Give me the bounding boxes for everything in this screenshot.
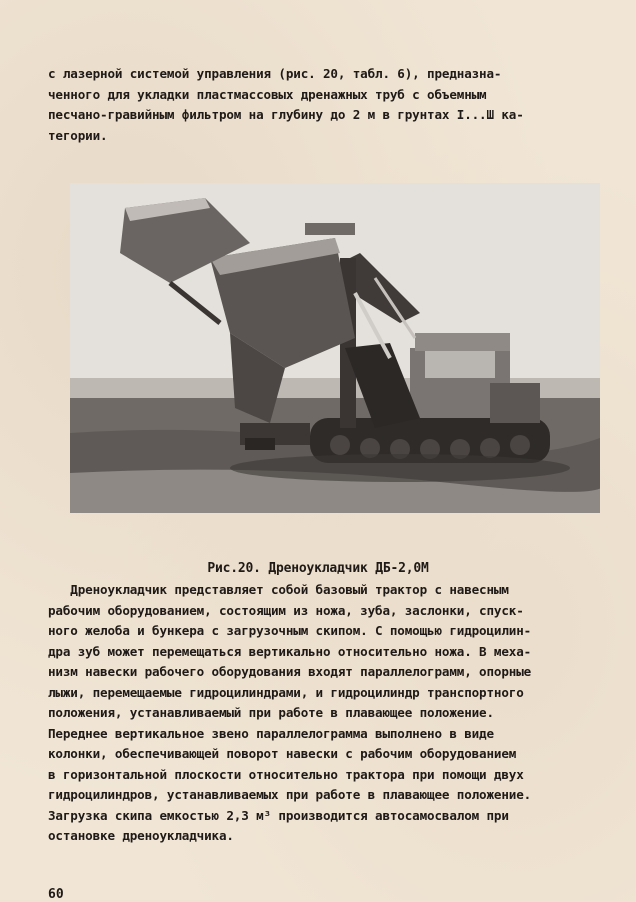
drain-layer-photo: [70, 183, 600, 513]
text-line: лыжи, перемещаемые гидроцилиндрами, и гидроцилиндр транспортного: [48, 684, 524, 700]
text-line: тегории.: [48, 127, 108, 143]
text-line: с лазерной системой управления (рис. 20, табл. 6), предназна-: [48, 66, 502, 81]
body-paragraph: [48, 580, 596, 847]
text-line: Загрузка скипа емкостью 2,3 м³ производится автосамосвалом при: [48, 807, 509, 823]
text-line: гидроцилиндров, устанавливаемых при работе в плавающее положение.: [48, 787, 532, 802]
text-line: в горизонтальной плоскости относительно трактора при помощи двух: [48, 766, 524, 782]
text-line: ченного для укладки пластмассовых дренажных труб с объемным: [48, 86, 487, 102]
text-line: песчано-гравийным фильтром на глубину до 2 м в грунтах I...Ш ка-: [48, 107, 524, 122]
photo-illustration: [70, 183, 600, 513]
text-line: Переднее вертикальное звено параллелограмма выполнено в виде: [48, 725, 494, 741]
intro-paragraph: [48, 64, 596, 146]
text-line: рабочим оборудованием, состоящим из ножа, зуба, заслонки, спуск-: [48, 602, 524, 618]
text-line: остановке дреноукладчика.: [48, 828, 234, 843]
text-line: колонки, обеспечивающей поворот навески с рабочим оборудованием: [48, 746, 517, 761]
text-line: дра зуб может перемещаться вертикально относительно ножа. В меха-: [48, 643, 532, 659]
page-number: 60: [48, 887, 64, 902]
figure-caption: Рис.20. Дреноукладчик ДБ-2,0М: [207, 561, 429, 576]
text-line: Дреноукладчик представляет собой базовый трактор с навесным: [48, 582, 509, 597]
text-line: ного желоба и бункера с загрузочным скипом. С помощью гидроцилин-: [48, 623, 532, 638]
text-line: положения, устанавливаемый при работе в плавающее положение.: [48, 705, 494, 720]
text-line: низм навески рабочего оборудования входят параллелограмм, опорные: [48, 664, 532, 679]
